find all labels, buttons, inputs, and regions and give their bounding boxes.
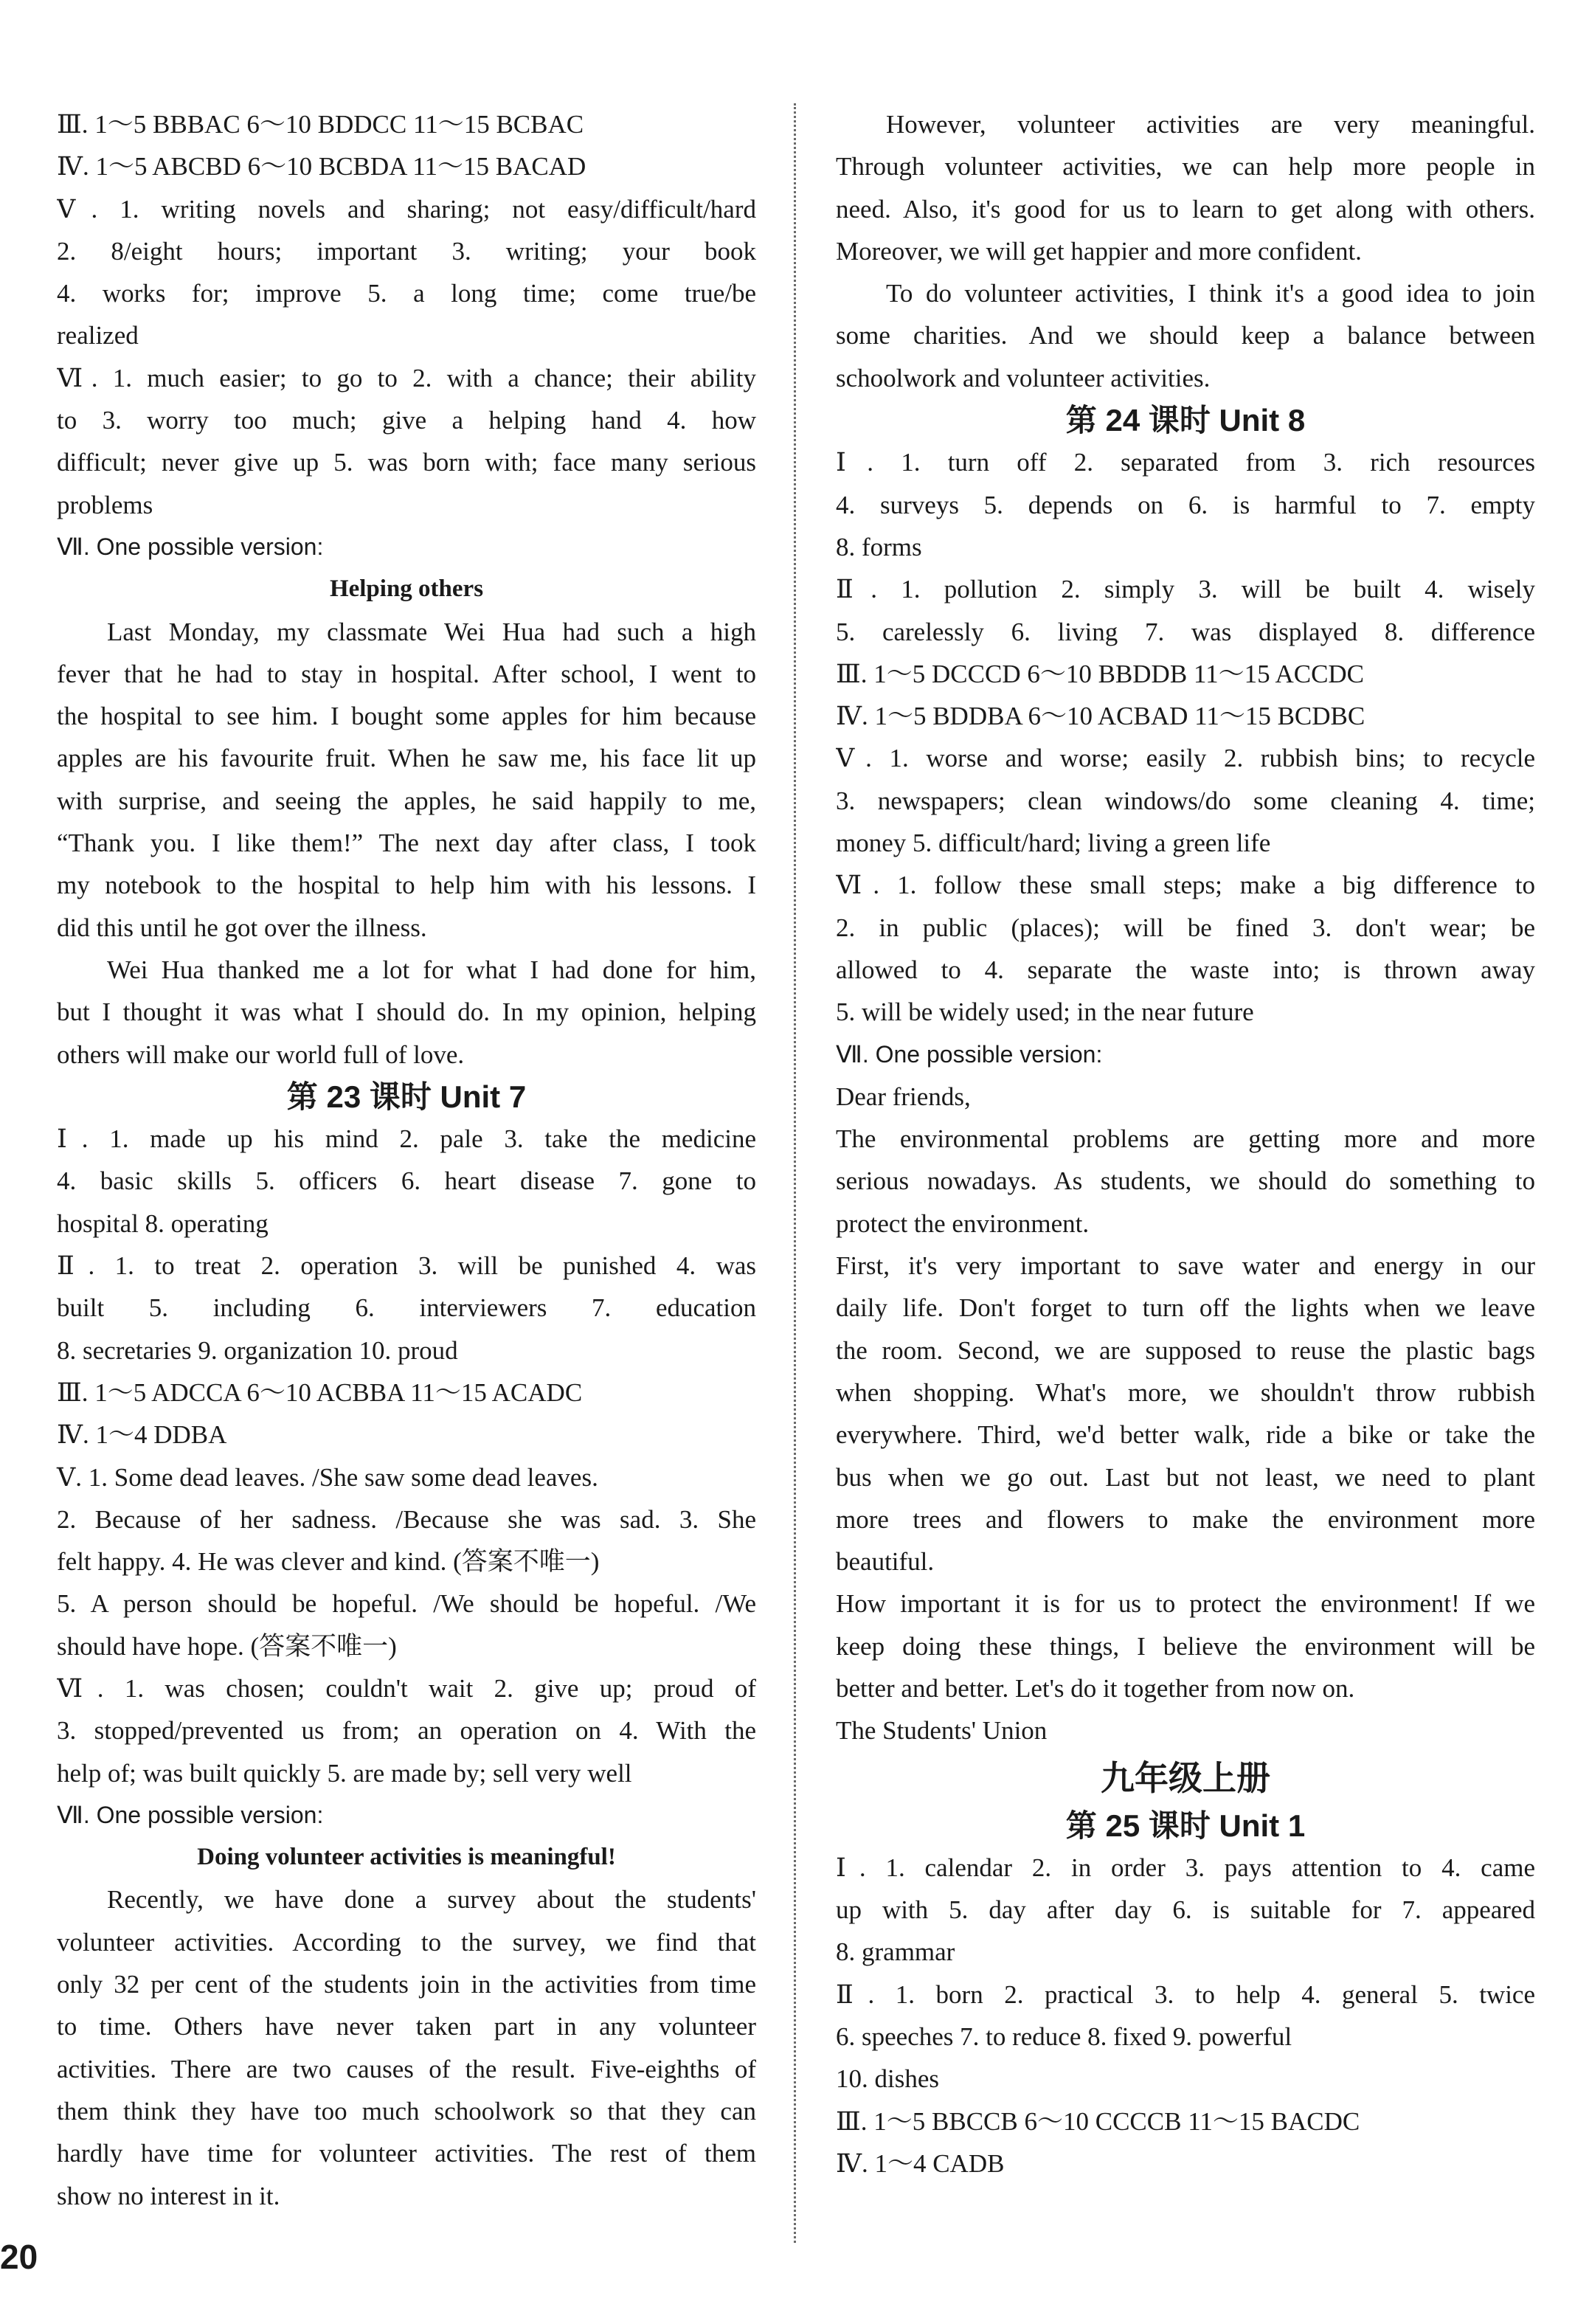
text-line: Ⅵ. 1. follow these small steps; make a big difference to [836, 871, 1535, 900]
text-line: bus when we go out. Last but not least, we need to plant [836, 1462, 1535, 1492]
text-line: Ⅶ. One possible version: [57, 533, 324, 560]
text-line: Ⅰ. 1. made up his mind 2. pale 3. take the medicine [57, 1124, 756, 1154]
text-line: more trees and flowers to make the environment more [836, 1504, 1535, 1534]
text-line: 10. dishes [836, 2064, 939, 2094]
text-line: Moreover, we will get happier and more confident. [836, 236, 1362, 266]
text-line: with surprise, and seeing the apples, he said happily to me, [57, 786, 756, 815]
text-line: The environmental problems are getting more and more [836, 1124, 1535, 1154]
text-line: to 3. worry too much; give a helping hand 4. how [57, 406, 756, 435]
text-line: Ⅲ. 1～5 BBBAC 6～10 BDDCC 11～15 BCBAC [57, 110, 584, 139]
text-line: Ⅱ. 1. born 2. practical 3. to help 4. general 5. twice [836, 1979, 1535, 2009]
text-line: Ⅱ. 1. pollution 2. simply 3. will be built 4. wisely [836, 575, 1535, 604]
text-line: money 5. difficult/hard; living a green life [836, 829, 1271, 858]
text-line: fever that he had to stay in hospital. After school, I went to [57, 659, 756, 688]
text-line: Ⅴ. 1. writing novels and sharing; not easy/difficult/hard [57, 194, 756, 224]
text-line: Ⅳ. 1～5 BDDBA 6～10 ACBAD 11～15 BCDBC [836, 702, 1365, 731]
text-line: Ⅰ. 1. calendar 2. in order 3. pays attention to 4. came [836, 1853, 1535, 1882]
text-line: keep doing these things, I believe the environment will be [836, 1631, 1535, 1661]
text-line: show no interest in it. [57, 2181, 280, 2210]
text-line: Ⅱ. 1. to treat 2. operation 3. will be punished 4. was [57, 1251, 756, 1281]
text-line: realized [57, 321, 139, 350]
text-line: Ⅶ. One possible version: [57, 1801, 324, 1828]
text-line: 6. speeches 7. to reduce 8. fixed 9. powerful [836, 2022, 1292, 2052]
text-line: Ⅵ. 1. much easier; to go to 2. with a chance; their ability [57, 363, 756, 392]
text-line: help of; was built quickly 5. are made by; sell very well [57, 1758, 632, 1788]
text-line: better and better. Let's do it together from now on. [836, 1673, 1355, 1703]
text-line: Last Monday, my classmate Wei Hua had such a high [107, 617, 756, 646]
essay-title: Doing volunteer activities is meaningful! [197, 1844, 616, 1871]
text-line: Ⅴ. 1. worse and worse; easily 2. rubbish bins; to recycle [836, 744, 1535, 773]
text-line: 8. forms [836, 532, 922, 561]
text-line: 5. A person should be hopeful. /We should be hopeful. /We [57, 1589, 756, 1619]
text-line: First, it's very important to save water and energy in our [836, 1251, 1535, 1281]
text-line: 4. surveys 5. depends on 6. is harmful to 7. empty [836, 490, 1535, 519]
right-column [836, 103, 1535, 2185]
text-line: beautiful. [836, 1547, 935, 1577]
text-line: 3. newspapers; clean windows/do some cleaning 4. time; [836, 786, 1535, 815]
lesson-heading: 第 23 课时 Unit 7 [286, 1079, 527, 1114]
text-line: to time. Others have never taken part in any volunteer [57, 2012, 756, 2041]
text-line: “Thank you. I like them!” The next day after class, I took [57, 829, 756, 858]
text-line: everywhere. Third, we'd better walk, ride a bike or take the [836, 1420, 1535, 1450]
text-line: Ⅴ. 1. Some dead leaves. /She saw some dead leaves. [57, 1462, 598, 1492]
text-line: problems [57, 490, 153, 519]
text-line: when shopping. What's more, we shouldn't throw rubbish [836, 1377, 1535, 1407]
text-line: only 32 per cent of the students join in the activities from time [57, 1970, 756, 1999]
lesson-heading: 第 25 课时 Unit 1 [1065, 1808, 1306, 1843]
text-line: Ⅵ. 1. was chosen; couldn't wait 2. give up; proud of [57, 1673, 756, 1703]
text-line: daily life. Don't forget to turn off the lights when we leave [836, 1293, 1535, 1323]
text-line: Through volunteer activities, we can help more people in [836, 152, 1535, 181]
section-heading: 九年级上册 [1101, 1758, 1270, 1797]
text-line: 5. will be widely used; in the near future [836, 997, 1254, 1027]
text-line: but I thought it was what I should do. In my opinion, helping [57, 997, 756, 1027]
text-line: some charities. And we should keep a balance between [836, 321, 1535, 350]
text-line: How important it is for us to protect the environment! If we [836, 1589, 1535, 1619]
text-line: allowed to 4. separate the waste into; is thrown away [836, 955, 1535, 984]
text-line: Ⅶ. One possible version: [836, 1040, 1103, 1068]
text-line: volunteer activities. According to the survey, we find that [57, 1927, 756, 1957]
text-line: To do volunteer activities, I think it's a good idea to join [886, 279, 1535, 308]
text-line: 5. carelessly 6. living 7. was displayed 8. difference [836, 617, 1535, 646]
text-line: Ⅲ. 1～5 DCCCD 6～10 BBDDB 11～15 ACCDC [836, 659, 1365, 688]
text-line: hospital 8. operating [57, 1208, 269, 1238]
text-line: However, volunteer activities are very meaningful. [886, 110, 1535, 139]
text-line: Dear friends, [836, 1082, 971, 1111]
text-line: the hospital to see him. I bought some apples for him because [57, 702, 756, 731]
text-line: protect the environment. [836, 1208, 1090, 1238]
text-line: Ⅲ. 1～5 ADCCA 6～10 ACBBA 11～15 ACADC [57, 1377, 583, 1407]
text-line: 2. 8/eight hours; important 3. writing; your book [57, 236, 756, 266]
left-column [57, 103, 756, 2217]
text-line: schoolwork and volunteer activities. [836, 363, 1211, 392]
text-line: hardly have time for volunteer activities. The rest of them [57, 2139, 756, 2168]
lesson-heading: 第 24 课时 Unit 8 [1065, 403, 1306, 438]
text-line: did this until he got over the illness. [57, 913, 427, 942]
page-number: 20 [0, 2238, 38, 2276]
text-line: 2. Because of her sadness. /Because she was sad. 3. She [57, 1504, 756, 1534]
text-line: Recently, we have done a survey about the students' [107, 1885, 756, 1915]
column-divider [794, 103, 796, 2243]
text-line: 4. basic skills 5. officers 6. heart disease 7. gone to [57, 1166, 756, 1196]
text-line: my notebook to the hospital to help him with his lessons. I [57, 871, 756, 900]
essay-title: Helping others [329, 575, 484, 603]
text-line: 4. works for; improve 5. a long time; come true/be [57, 279, 756, 308]
text-line: activities. There are two causes of the result. Five-eighths of [57, 2054, 756, 2083]
text-line: Ⅲ. 1～5 BBCCB 6～10 CCCCB 11～15 BACDC [836, 2106, 1360, 2136]
text-line: them think they have too much schoolwork so that they can [57, 2096, 756, 2126]
text-line: should have hope. (答案不唯一) [57, 1631, 397, 1661]
text-line: Ⅰ. 1. turn off 2. separated from 3. rich resources [836, 448, 1535, 477]
text-line: The Students' Union [836, 1716, 1048, 1746]
text-line: Ⅳ. 1～5 ABCBD 6～10 BCBDA 11～15 BACAD [57, 152, 586, 181]
text-line: others will make our world full of love. [57, 1040, 465, 1069]
text-line: 2. in public (places); will be fined 3. don't wear; be [836, 913, 1535, 942]
text-line: the room. Second, we are supposed to reuse the plastic bags [836, 1335, 1535, 1365]
text-line: serious nowadays. As students, we should do something to [836, 1166, 1535, 1196]
text-line: 3. stopped/prevented us from; an operation on 4. With the [57, 1716, 756, 1746]
text-line: felt happy. 4. He was clever and kind. (答案不唯一) [57, 1547, 600, 1577]
text-line: up with 5. day after day 6. is suitable for 7. appeared [836, 1895, 1535, 1925]
text-line: 8. secretaries 9. organization 10. proud [57, 1335, 458, 1365]
text-line: Ⅳ. 1～4 DDBA [57, 1420, 227, 1450]
text-line: 8. grammar [836, 1937, 955, 1967]
text-line: need. Also, it's good for us to learn to get along with others. [836, 194, 1535, 224]
text-line: Ⅳ. 1～4 CADB [836, 2148, 1005, 2178]
text-line: apples are his favourite fruit. When he saw me, his face lit up [57, 744, 756, 773]
text-line: difficult; never give up 5. was born with; face many serious [57, 448, 756, 477]
text-line: built 5. including 6. interviewers 7. education [57, 1293, 756, 1323]
text-line: Wei Hua thanked me a lot for what I had done for him, [107, 955, 756, 984]
